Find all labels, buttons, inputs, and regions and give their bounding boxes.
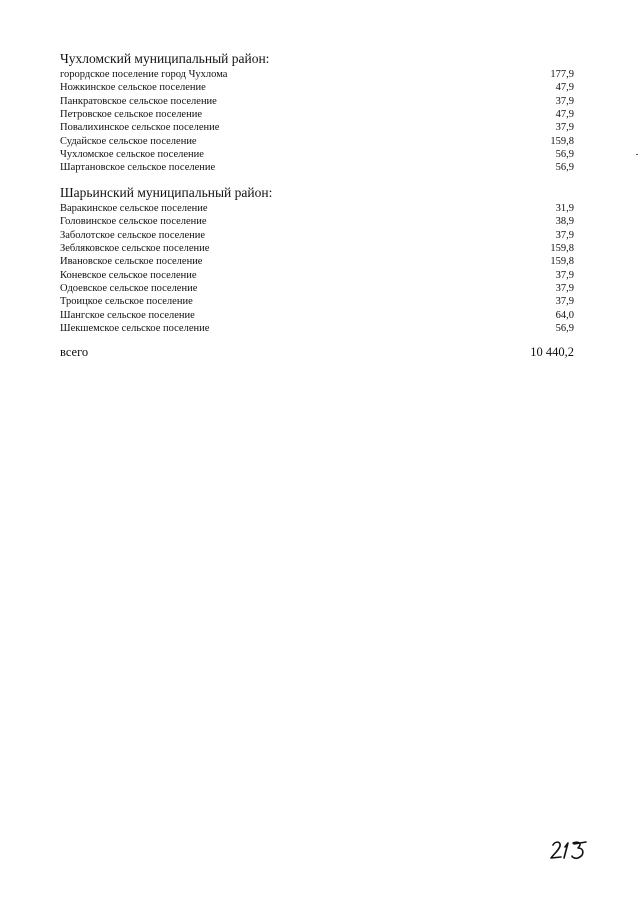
- table-row: [60, 135, 574, 148]
- settlement-value: 38,9: [555, 216, 574, 228]
- table-row: [60, 161, 574, 174]
- settlement-value: 37,9: [555, 95, 574, 107]
- table-row: [60, 95, 574, 108]
- table-row: [60, 148, 574, 161]
- settlement-name: Судайское сельское поселение: [60, 135, 197, 147]
- table-row: [60, 282, 574, 295]
- settlement-value: 56,9: [555, 149, 574, 161]
- settlement-value: 47,9: [555, 109, 574, 121]
- settlement-value: 37,9: [555, 229, 574, 241]
- settlement-name: Коневское сельское поселение: [60, 269, 197, 281]
- page-number-handwriting: [550, 838, 590, 862]
- table-row: [60, 295, 574, 308]
- settlement-name: Чухломское сельское поселение: [60, 149, 204, 161]
- settlement-name: Панкратовское сельское поселение: [60, 95, 217, 107]
- table-row: [60, 202, 574, 215]
- table-row: [60, 68, 574, 81]
- table-row: [60, 242, 574, 255]
- settlement-name: Шангское сельское поселение: [60, 309, 195, 321]
- settlement-name: Ивановское сельское поселение: [60, 256, 203, 268]
- settlement-name: Троицкое сельское поселение: [60, 296, 193, 308]
- table-row: [60, 255, 574, 268]
- district-heading: Чухломский муниципальный район:: [60, 51, 270, 66]
- total-value: 10 440,2: [530, 345, 574, 359]
- settlement-value: 56,9: [555, 323, 574, 335]
- settlement-name: Головинское сельское поселение: [60, 216, 207, 228]
- settlement-list: [60, 68, 574, 175]
- settlement-name: Варакинское сельское поселение: [60, 203, 208, 214]
- scan-speck: [636, 154, 638, 155]
- settlement-value: 159,8: [550, 135, 574, 147]
- settlement-value: 37,9: [555, 269, 574, 281]
- total-label: всего: [60, 345, 89, 359]
- settlement-value: 37,9: [555, 296, 574, 308]
- table-row: [60, 269, 574, 282]
- settlement-value: 64,0: [555, 309, 574, 321]
- settlement-value: 159,8: [550, 256, 574, 268]
- table-row: [60, 81, 574, 94]
- settlement-value: 37,9: [555, 283, 574, 295]
- table-row: [60, 229, 574, 242]
- settlement-value: 37,9: [555, 122, 574, 134]
- settlement-name: Зебляковское сельское поселение: [60, 243, 210, 255]
- table-row: [60, 309, 574, 322]
- settlement-name: Петровское сельское поселение: [60, 109, 202, 121]
- handwritten-page-number: [550, 838, 590, 862]
- table-row: [60, 215, 574, 228]
- table-row: [60, 108, 574, 121]
- total-row: [60, 345, 574, 360]
- settlement-name: Повалихинское сельское поселение: [60, 122, 220, 134]
- settlement-name: Ножкинское сельское поселение: [60, 82, 206, 94]
- table-row: [60, 322, 574, 335]
- settlement-name: горордское поселение город Чухлома: [60, 69, 228, 80]
- district-section-sharya: [60, 185, 574, 335]
- settlement-name: Одоевское сельское поселение: [60, 283, 198, 295]
- settlement-name: Заболотское сельское поселение: [60, 229, 206, 241]
- settlement-name: Шекшемское сельское поселение: [60, 323, 210, 335]
- district-section-chukhloma: [60, 51, 574, 175]
- settlement-value: 47,9: [555, 82, 574, 94]
- table-row: [60, 121, 574, 134]
- settlement-list: [60, 202, 574, 335]
- settlement-name: Шартановское сельское поселение: [60, 162, 216, 174]
- district-heading: Шарьинский муниципальный район:: [60, 185, 273, 200]
- settlement-value: 31,9: [555, 203, 574, 214]
- settlement-value: 159,8: [550, 243, 574, 255]
- settlement-value: 177,9: [550, 69, 574, 80]
- settlement-value: 56,9: [555, 162, 574, 174]
